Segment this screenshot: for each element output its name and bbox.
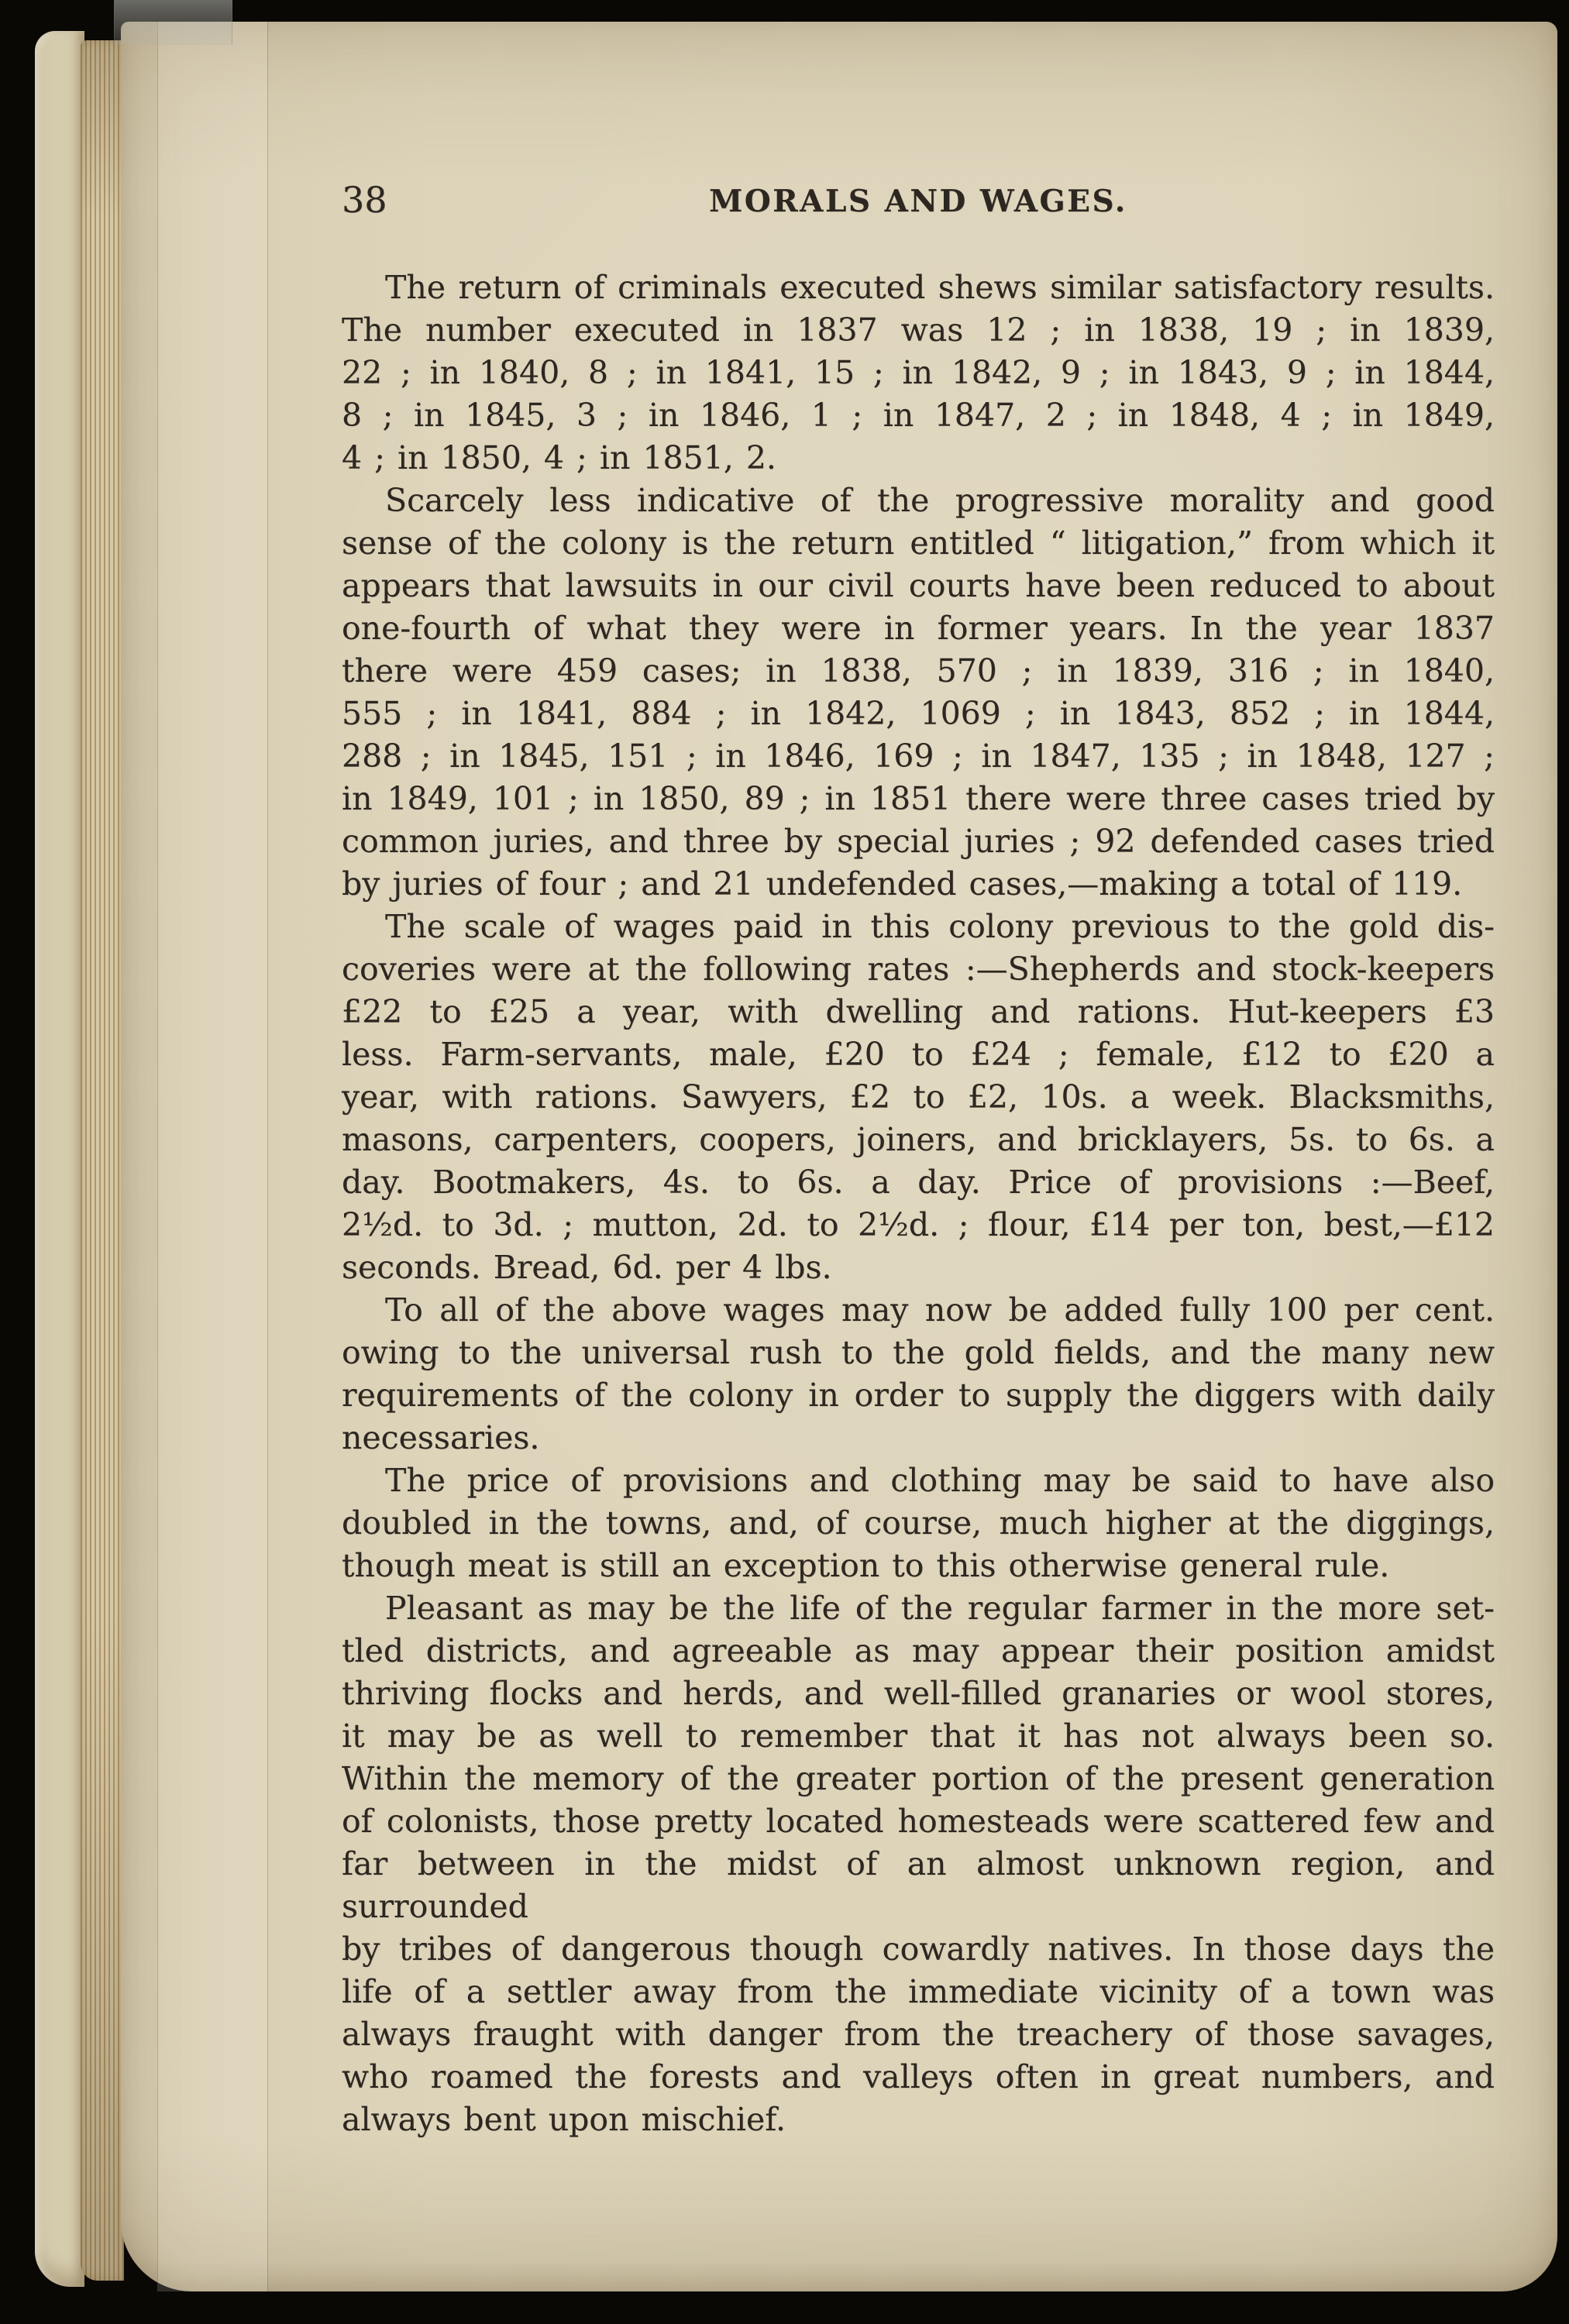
text-line: day. Bootmakers, 4s. to 6s. a day. Price of provisions :—Beef, <box>342 1164 1495 1201</box>
text-line: year, with rations. Sawyers, £2 to £2, 10s. a week. Blacksmiths, <box>342 1078 1495 1116</box>
text-line: tled districts, and agreeable as may appear their position amidst <box>342 1632 1495 1669</box>
page-stack-fore-edge <box>81 40 124 2281</box>
text-line: masons, carpenters, coopers, joiners, and bricklayers, 5s. to 6s. a <box>342 1121 1495 1158</box>
text-line: seconds. Bread, 6d. per 4 lbs. <box>342 1249 832 1286</box>
text-line: coveries were at the following rates :—Shepherds and stock-keepers <box>342 951 1495 988</box>
text-line: appears that lawsuits in our civil courts have been reduced to about <box>342 567 1495 604</box>
text-line: common juries, and three by special juries ; 92 defended cases tried <box>342 823 1495 860</box>
text-line: 4 ; in 1850, 4 ; in 1851, 2. <box>342 439 776 476</box>
text-line: To all of the above wages may now be added fully 100 per cent. <box>385 1291 1495 1329</box>
text-line: always bent upon mischief. <box>342 2101 786 2138</box>
text-line: in 1849, 101 ; in 1850, 89 ; in 1851 there were three cases tried by <box>342 780 1495 817</box>
text-line: Within the memory of the greater portion of the present generation <box>342 1760 1495 1797</box>
text-line: doubled in the towns, and, of course, much higher at the diggings, <box>342 1504 1495 1542</box>
page-header <box>342 178 1495 222</box>
paragraph <box>342 1459 1495 1587</box>
text-line: sense of the colony is the return entitled “ litigation,” from which it <box>342 524 1495 562</box>
text-line: Pleasant as may be the life of the regular farmer in the more set- <box>385 1590 1495 1627</box>
text-line: less. Farm-servants, male, £20 to £24 ; female, £12 to £20 a <box>342 1036 1495 1073</box>
text-line: life of a settler away from the immediate vicinity of a town was <box>342 1973 1495 2010</box>
text-line: by juries of four ; and 21 undefended cases,—making a total of 119. <box>342 865 1463 902</box>
text-line: always fraught with danger from the treachery of those savages, <box>342 2016 1495 2053</box>
text-line: 22 ; in 1840, 8 ; in 1841, 15 ; in 1842, 9 ; in 1843, 9 ; in 1844, <box>342 354 1495 391</box>
text-line: one-fourth of what they were in former years. In the year 1837 <box>342 610 1495 647</box>
text-line: it may be as well to remember that it has not always been so. <box>342 1717 1495 1755</box>
text-line: necessaries. <box>342 1419 540 1456</box>
text-line: there were 459 cases; in 1838, 570 ; in 1839, 316 ; in 1840, <box>342 652 1495 689</box>
text-line: 555 ; in 1841, 884 ; in 1842, 1069 ; in 1843, 852 ; in 1844, <box>342 695 1495 732</box>
page-crease-inner <box>267 22 268 2291</box>
text-line: The price of provisions and clothing may be said to have also <box>385 1462 1495 1499</box>
text-line: of colonists, those pretty located homesteads were scattered few and <box>342 1803 1495 1840</box>
text-line: far between in the midst of an almost unknown region, and surrounded <box>342 1845 1495 1925</box>
page-text <box>342 266 1495 2141</box>
paragraph <box>342 1289 1495 1459</box>
text-line: 288 ; in 1845, 151 ; in 1846, 169 ; in 1847, 135 ; in 1848, 127 ; <box>342 737 1495 775</box>
text-line: The number executed in 1837 was 12 ; in 1838, 19 ; in 1839, <box>342 311 1495 349</box>
paragraph <box>342 266 1495 480</box>
page-crease-left <box>157 22 158 2291</box>
text-line: 2½d. to 3d. ; mutton, 2d. to 2½d. ; flour, £14 per ton, best,—£12 <box>342 1206 1495 1243</box>
paragraph <box>342 906 1495 1289</box>
text-line: The return of criminals executed shews similar satisfactory results. <box>385 269 1495 306</box>
text-line: though meat is still an exception to this otherwise general rule. <box>342 1547 1390 1584</box>
text-line: requirements of the colony in order to supply the diggers with daily <box>342 1377 1495 1414</box>
book-page <box>121 22 1557 2291</box>
text-line: owing to the universal rush to the gold fields, and the many new <box>342 1334 1495 1371</box>
page-left-light-band <box>157 22 267 2291</box>
running-header: MORALS AND WAGES. <box>709 184 1127 219</box>
page-number: 38 <box>342 179 387 221</box>
printed-content <box>342 178 1495 2141</box>
text-line: who roamed the forests and valleys often in great numbers, and <box>342 2058 1495 2095</box>
text-line: thriving flocks and herds, and well-filled granaries or wool stores, <box>342 1675 1495 1712</box>
text-line: by tribes of dangerous though cowardly natives. In those days the <box>342 1930 1495 1968</box>
text-line: 8 ; in 1845, 3 ; in 1846, 1 ; in 1847, 2 ; in 1848, 4 ; in 1849, <box>342 397 1495 434</box>
tape-strip <box>114 0 232 45</box>
text-line: Scarcely less indicative of the progressive morality and good <box>385 482 1495 519</box>
text-line: The scale of wages paid in this colony previous to the gold dis- <box>385 908 1495 945</box>
page-stack-outer-edge <box>35 31 84 2287</box>
paragraph <box>342 1587 1495 2141</box>
paragraph <box>342 480 1495 906</box>
text-line: £22 to £25 a year, with dwelling and rations. Hut-keepers £3 <box>342 993 1495 1030</box>
